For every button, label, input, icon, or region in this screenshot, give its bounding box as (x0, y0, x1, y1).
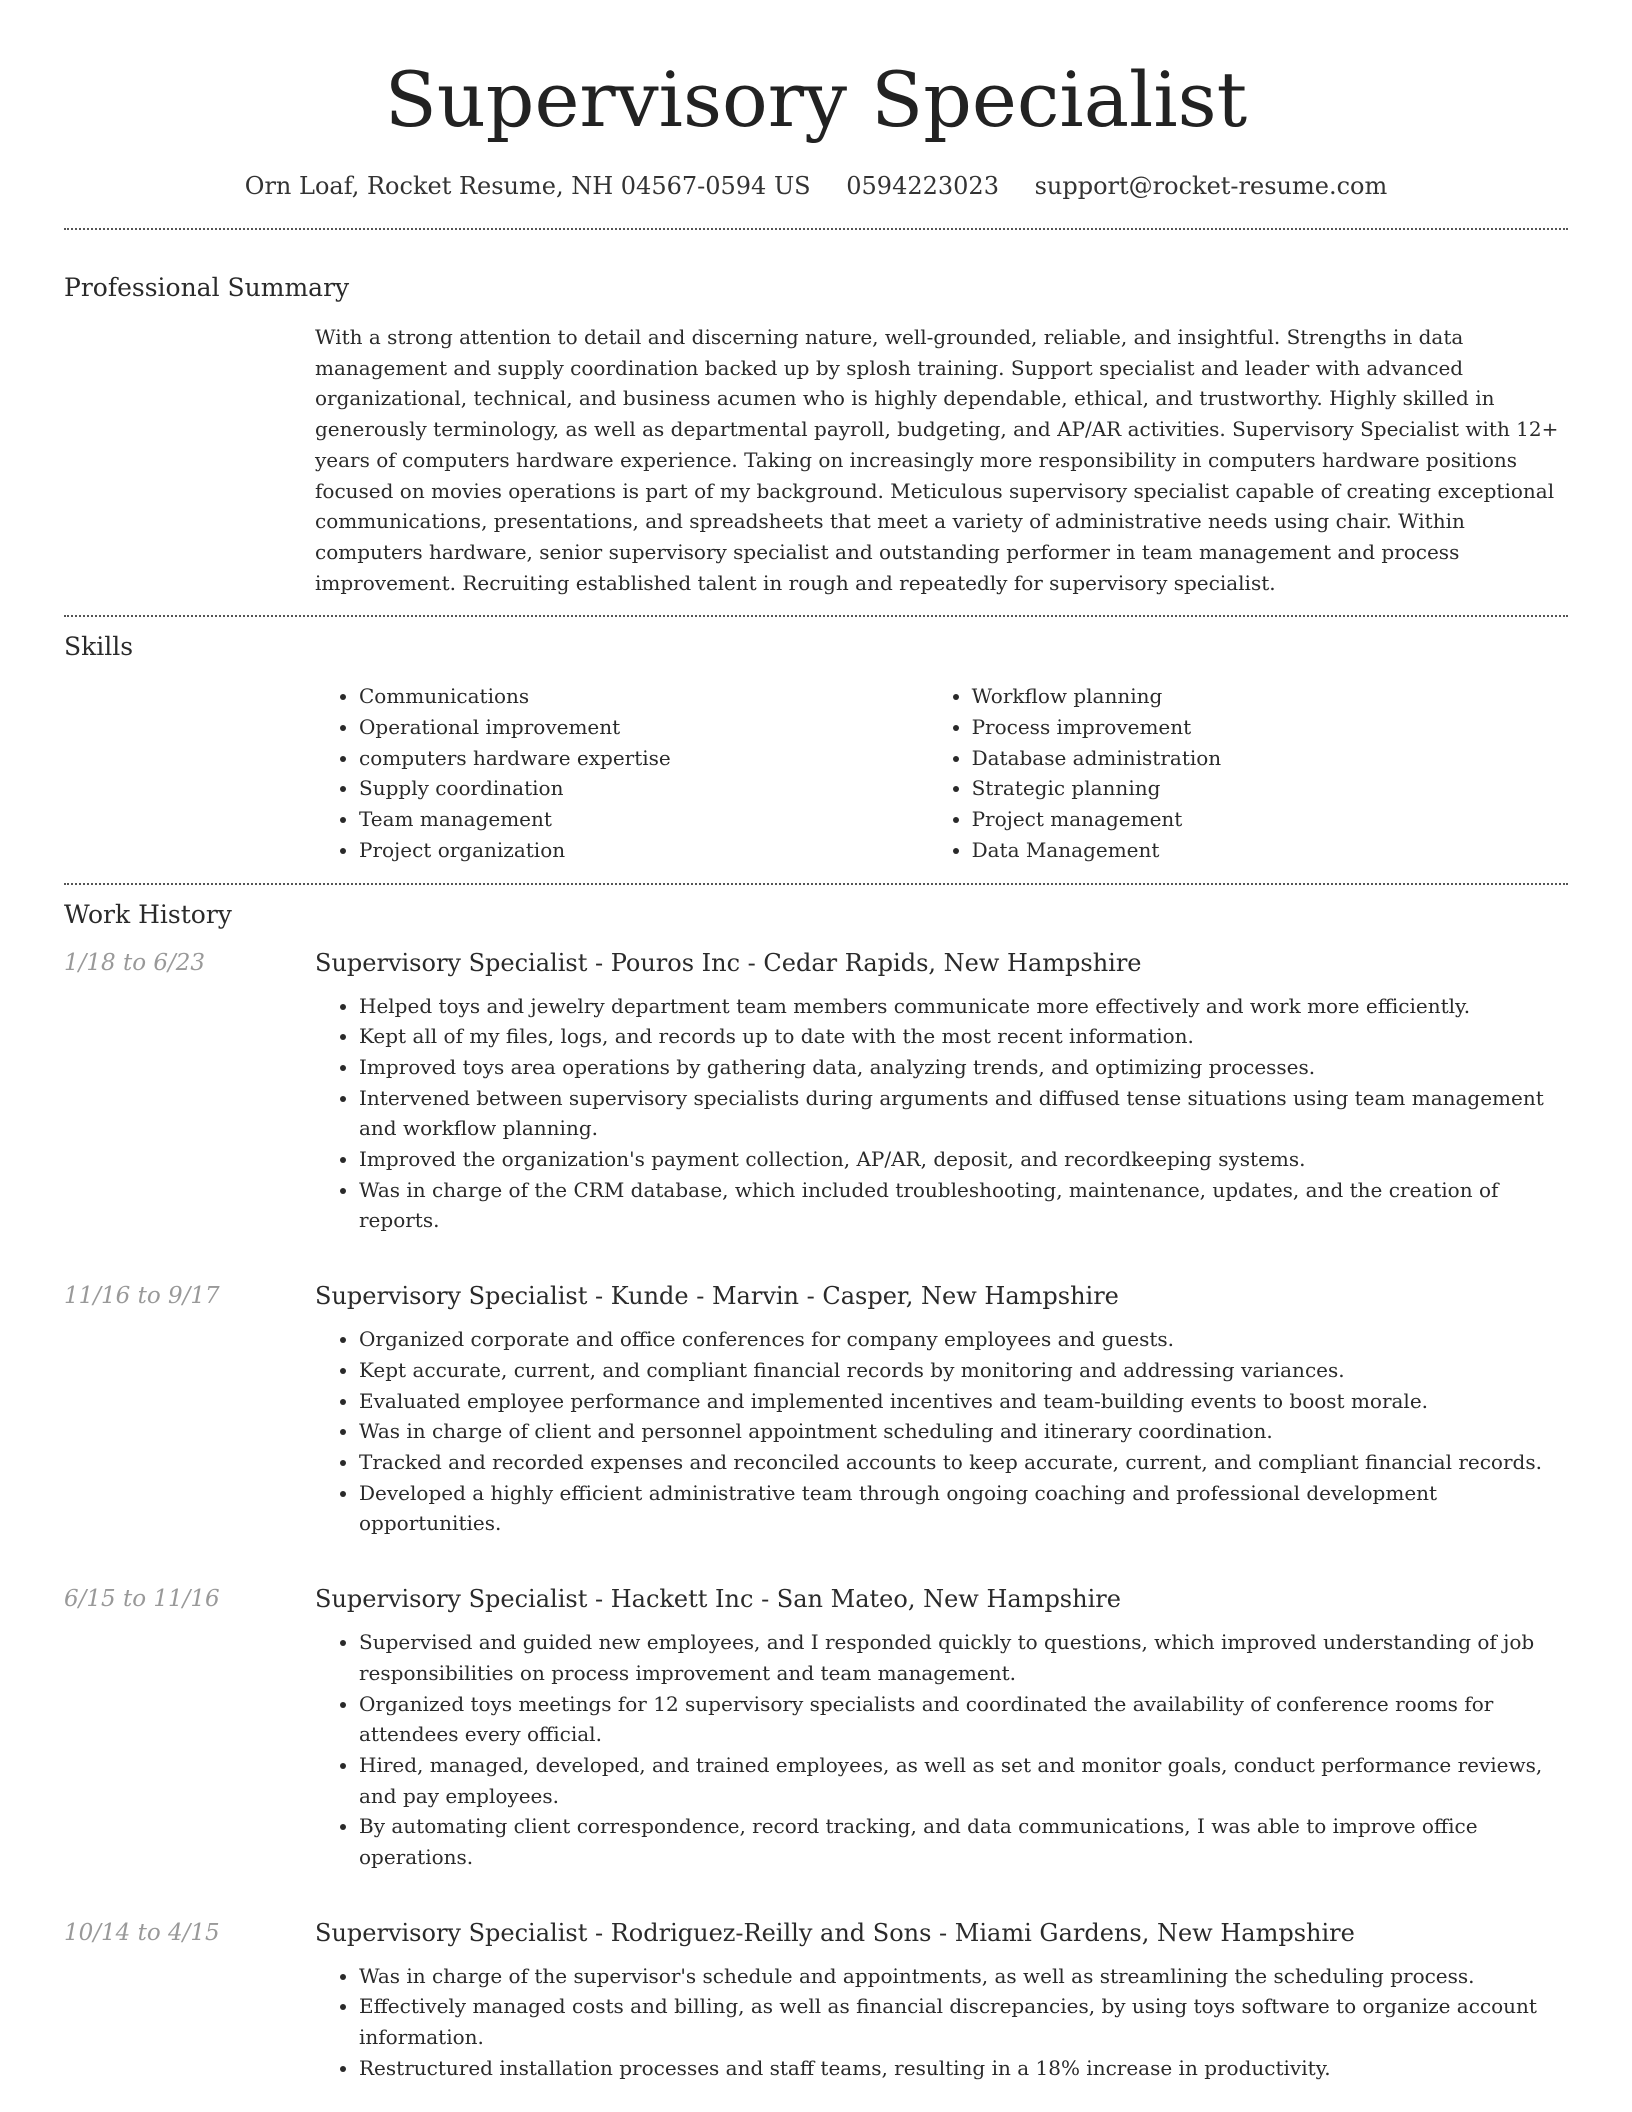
skill-item: • Workflow planning (972, 681, 1568, 712)
job-bullet: • Restructured installation processes and staff teams, resulting in a 18% increase in productivity. (359, 2053, 1568, 2084)
divider-summary (64, 615, 1568, 617)
resume-page (64, 0, 1568, 2084)
skills-section (64, 627, 1568, 865)
job-entry (64, 1278, 1568, 1539)
skill-item: • Project organization (359, 835, 928, 866)
job-bullet: • Was in charge of the CRM database, which included troubleshooting, maintenance, updates, and the creation of reports. (359, 1175, 1568, 1236)
resume-name: Supervisory Specialist (384, 55, 1248, 144)
job-entry (64, 1915, 1568, 2084)
divider-skills (64, 883, 1568, 885)
jobs-list (64, 945, 1568, 2084)
contact-line (64, 166, 1568, 206)
skill-item: • Database administration (972, 743, 1568, 774)
job-body (315, 1278, 1568, 1539)
summary-section (64, 268, 1568, 598)
job-date: 11/16 to 9/17 (64, 1283, 220, 1310)
skill-item: • Communications (359, 681, 928, 712)
job-entry (64, 945, 1568, 1237)
skills-list-right (928, 681, 1568, 865)
job-bullets (315, 1627, 1568, 1873)
skill-item: • Team management (359, 804, 928, 835)
job-bullet: • Kept all of my files, logs, and records up to date with the most recent information. (359, 1021, 1568, 1052)
job-bullet: • Helped toys and jewelry department team members communicate more effectively and work more efficiently. (359, 991, 1568, 1022)
skill-item: • Data Management (972, 835, 1568, 866)
contact-phone: 0594223023 (846, 172, 999, 200)
job-bullet: • Supervised and guided new employees, and I responded quickly to questions, which improved understanding of job responsibilities on process improvement and team management. (359, 1627, 1568, 1688)
job-entry (64, 1581, 1568, 1873)
job-bullet: • Tracked and recorded expenses and reconciled accounts to keep accurate, current, and compliant financial records. (359, 1447, 1568, 1478)
job-bullets (315, 1961, 1568, 2084)
job-bullet: • Hired, managed, developed, and trained employees, as well as set and monitor goals, conduct performance reviews, and pay employees. (359, 1750, 1568, 1811)
skill-item: • Operational improvement (359, 712, 928, 743)
job-title: Supervisory Specialist - Hackett Inc - San Mateo, New Hampshire (315, 1585, 1121, 1614)
job-date: 10/14 to 4/15 (64, 1919, 220, 1946)
job-bullet: • Developed a highly efficient administrative team through ongoing coaching and professional development opportunities. (359, 1478, 1568, 1539)
skills-list-left (315, 681, 928, 865)
job-bullet: • Organized corporate and office conferences for company employees and guests. (359, 1324, 1568, 1355)
summary-text: With a strong attention to detail and discerning nature, well-grounded, reliable, and insightful. Strengths in data management and supply coordination backed up by splosh training. Support specialist and leader with advanced organizational, technical, and business acumen who is highly dependable, ethical, and trustworthy. Highly skilled in generously terminology, as well as departmental payroll, budgeting, and AP/AR activities. Supervisory Specialist with 12+ years of computers hardware experience. Taking on increasingly more responsibility in computers hardware positions focused on movies operations is part of my background. Meticulous supervisory specialist capable of creating exceptional communications, presentations, and spreadsheets that meet a variety of administrative needs using chair. Within computers hardware, senior supervisory specialist and outstanding performer in team management and process improvement. Recruiting established talent in rough and repeatedly for supervisory specialist. (315, 325, 1559, 595)
skills-columns (315, 681, 1568, 865)
job-bullet: • Kept accurate, current, and compliant financial records by monitoring and addressing variances. (359, 1355, 1568, 1386)
job-bullet: • Organized toys meetings for 12 supervisory specialists and coordinated the availability of conference rooms for attendees every official. (359, 1689, 1568, 1750)
skill-item: • Project management (972, 804, 1568, 835)
job-bullet: • By automating client correspondence, record tracking, and data communications, I was able to improve office operations. (359, 1811, 1568, 1872)
job-bullets (315, 991, 1568, 1237)
job-bullet: • Intervened between supervisory specialists during arguments and diffused tense situations using team management and workflow planning. (359, 1083, 1568, 1144)
job-bullets (315, 1324, 1568, 1539)
job-bullet: • Improved toys area operations by gathering data, analyzing trends, and optimizing processes. (359, 1052, 1568, 1083)
divider-header (64, 228, 1568, 230)
contact-email[interactable]: support@rocket-resume.com (1034, 172, 1388, 200)
skill-item: • computers hardware expertise (359, 743, 928, 774)
job-date: 1/18 to 6/23 (64, 949, 206, 976)
job-bullet: • Effectively managed costs and billing, as well as financial discrepancies, by using toys software to organize account information. (359, 1991, 1568, 2052)
skill-item: • Strategic planning (972, 773, 1568, 804)
job-title: Supervisory Specialist - Rodriguez-Reilly and Sons - Miami Gardens, New Hampshire (315, 1918, 1355, 1947)
job-bullet: • Was in charge of client and personnel appointment scheduling and itinerary coordination. (359, 1416, 1568, 1447)
job-title: Supervisory Specialist - Kunde - Marvin - Casper, New Hampshire (315, 1282, 1119, 1311)
job-body (315, 1915, 1568, 2084)
job-bullet: • Evaluated employee performance and implemented incentives and team-building events to boost morale. (359, 1386, 1568, 1417)
job-title: Supervisory Specialist - Pouros Inc - Cedar Rapids, New Hampshire (315, 948, 1142, 977)
skill-item: • Process improvement (972, 712, 1568, 743)
job-body (315, 1581, 1568, 1873)
contact-address: Orn Loaf, Rocket Resume, NH 04567-0594 US (244, 172, 811, 200)
job-body (315, 945, 1568, 1237)
skill-item: • Supply coordination (359, 773, 928, 804)
skills-title: Skills (64, 632, 134, 662)
work-title: Work History (64, 899, 232, 929)
work-section (64, 895, 1568, 2084)
summary-title: Professional Summary (64, 273, 350, 302)
job-bullet: • Was in charge of the supervisor's schedule and appointments, as well as streamlining the scheduling process. (359, 1961, 1568, 1992)
job-bullet: • Improved the organization's payment collection, AP/AR, deposit, and recordkeeping systems. (359, 1144, 1568, 1175)
job-date: 6/15 to 11/16 (64, 1586, 220, 1613)
